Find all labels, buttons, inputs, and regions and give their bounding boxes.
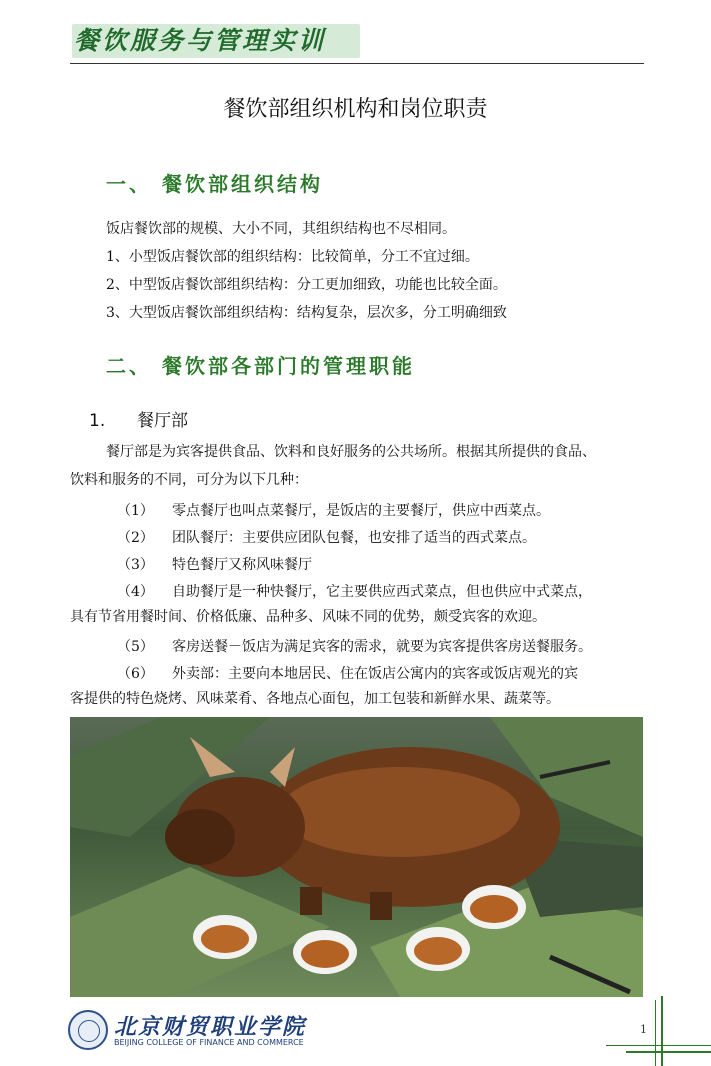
college-name-cn: 北京财贸职业学院	[114, 1014, 307, 1040]
page-number: 1	[640, 1023, 647, 1036]
list-item-text: 外卖部：主要向本地居民、住在饭店公寓内的宾客或饭店观光的宾	[172, 666, 578, 682]
college-logo	[68, 1010, 108, 1050]
list-item-number: （4）	[117, 584, 154, 600]
list-item-number: （2）	[117, 530, 154, 546]
corner-decoration	[626, 1051, 711, 1053]
college-name-en: BEIJING COLLEGE OF FINANCE AND COMMERCE	[114, 1038, 304, 1047]
corner-decoration	[606, 1045, 711, 1046]
paragraph: 1、小型饭店餐饮部的组织结构：比较简单，分工不宜过细。	[106, 249, 479, 265]
list-item-text: 客房送餐－饭店为满足宾客的需求，就要为宾客提供客房送餐服务。	[172, 639, 592, 655]
paragraph: 3、大型饭店餐饮部组织结构：结构复杂，层次多，分工明确细致	[106, 305, 507, 321]
list-item-number: （6）	[117, 666, 154, 682]
header-title: 餐饮服务与管理实训	[72, 24, 360, 58]
header-rule	[70, 63, 644, 64]
list-item-text: 零点餐厅也叫点菜餐厅，是饭店的主要餐厅，供应中西菜点。	[172, 503, 550, 519]
paragraph: 2、中型饭店餐饮部组织结构：分工更加细致，功能也比较全面。	[106, 277, 507, 293]
section-heading-2: 二、 餐饮部各部门的管理职能	[106, 354, 415, 378]
list-item-text: 自助餐厅是一种快餐厅，它主要供应西式菜点，但也供应中式菜点，	[172, 584, 592, 600]
document-title: 餐饮部组织机构和岗位职责	[223, 97, 488, 122]
sub-heading-title: 餐厅部	[137, 411, 188, 431]
roast-pig-illustration	[70, 717, 643, 997]
corner-decoration	[661, 996, 663, 1066]
list-item-number: （3）	[117, 557, 154, 573]
sub-heading-number: 1.	[89, 411, 106, 431]
list-item-text: 特色餐厅又称风味餐厅	[172, 557, 312, 573]
intro-line: 饮料和服务的不同，可分为以下几种：	[70, 472, 308, 488]
intro-line: 餐厅部是为宾客提供食品、饮料和良好服务的公共场所。根据其所提供的食品、	[106, 444, 596, 460]
section-heading-1: 一、 餐饮部组织结构	[106, 172, 323, 196]
corner-decoration	[655, 1000, 656, 1066]
list-item-number: （1）	[117, 503, 154, 519]
list-item-number: （5）	[117, 639, 154, 655]
list-item-continuation: 客提供的特色烧烤、风味菜肴、各地点心面包，加工包装和新鲜水果、蔬菜等。	[70, 691, 560, 707]
list-item-text: 团队餐厅：主要供应团队包餐，也安排了适当的西式菜点。	[172, 530, 536, 546]
paragraph: 饭店餐饮部的规模、大小不同，其组织结构也不尽相同。	[106, 221, 456, 237]
list-item-continuation: 具有节省用餐时间、价格低廉、品种多、风味不同的优势，颇受宾客的欢迎。	[70, 609, 546, 625]
roast-pig-photo	[70, 717, 643, 997]
sub-heading	[89, 406, 188, 431]
